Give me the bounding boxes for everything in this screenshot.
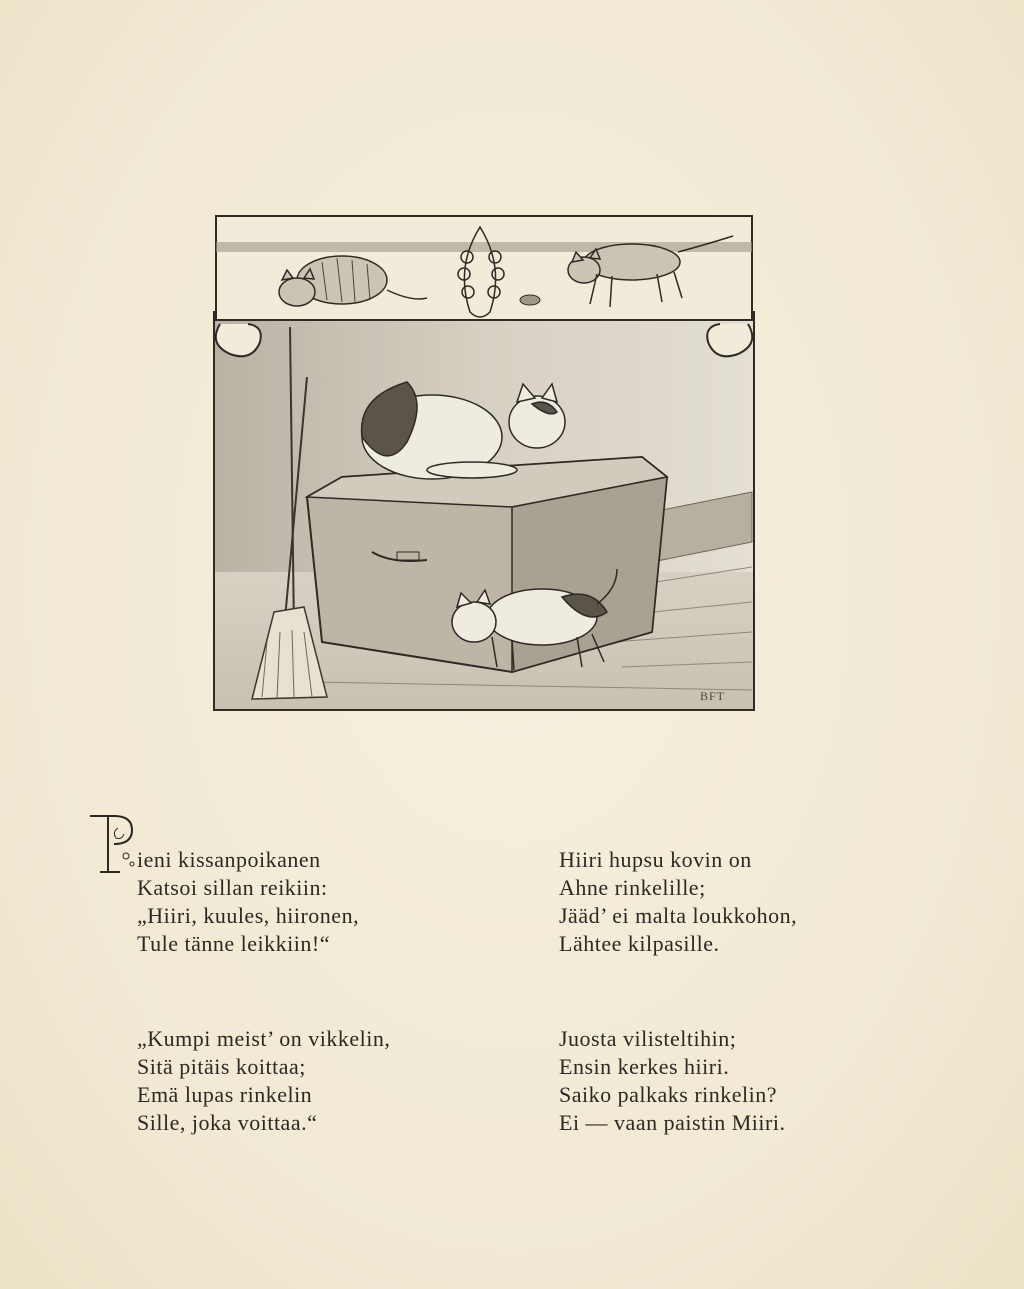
poem-line: Ahne rinkelille; <box>559 875 706 900</box>
poem-line: Katsoi sillan reikiin: <box>137 875 328 900</box>
poem-line: ieni kissanpoikanen <box>137 847 321 872</box>
poem-line: Ei — vaan paistin Miiri. <box>559 1110 786 1135</box>
stanza-2 <box>559 846 797 958</box>
poem-line: Ensin kerkes hiiri. <box>559 1054 730 1079</box>
poem-line: Sitä pitäis koittaa; <box>137 1054 306 1079</box>
poem-line: Jääd’ ei malta loukkohon, <box>559 903 798 928</box>
poem-line: „Kumpi meist’ on vikkelin, <box>137 1026 391 1051</box>
poem-line: Saiko palkaks rinkelin? <box>559 1082 778 1107</box>
stanza-3 <box>137 1025 390 1137</box>
poem-line: Sille, joka voittaa.“ <box>137 1110 318 1135</box>
poem-line: Hiiri hupsu kovin on <box>559 847 752 872</box>
illustration-signature: BFT <box>700 689 726 703</box>
dropcap-letter <box>86 808 138 878</box>
stanza-4 <box>559 1025 785 1137</box>
poem-line: Emä lupas rinkelin <box>137 1082 313 1107</box>
stanza-1 <box>137 846 359 958</box>
poem-line: Lähtee kilpasille. <box>559 931 720 956</box>
cats-chest-illustration <box>212 212 757 714</box>
poem-line: Juosta vilisteltihin; <box>559 1026 737 1051</box>
poem-line: Tule tänne leikkiin!“ <box>137 931 330 956</box>
poem-line: „Hiiri, kuules, hiironen, <box>137 903 360 928</box>
